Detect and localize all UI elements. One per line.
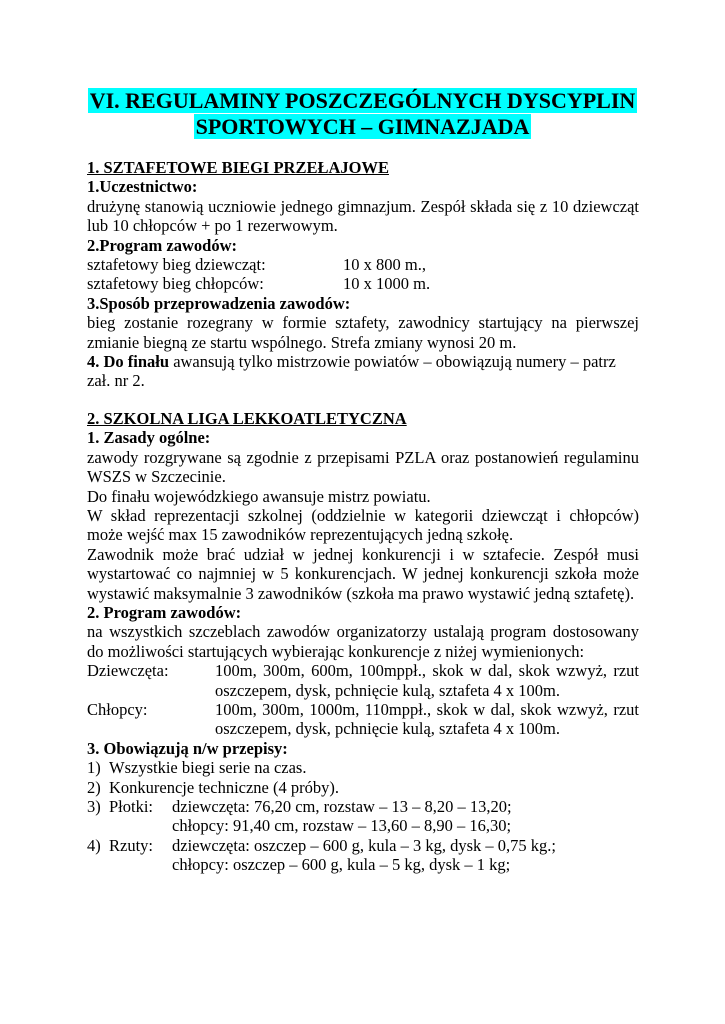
s1-participants-heading: 1.Uczestnictwo: <box>87 177 198 197</box>
reg-label: Płotki: <box>109 797 154 816</box>
s2-regs-heading: 3. Obowiązują n/w przepisy: <box>87 738 288 758</box>
program-row-label: Dziewczęta: <box>87 661 169 681</box>
document-body <box>87 158 639 875</box>
s2-program-row-boys <box>87 700 639 739</box>
reg-item <box>87 797 639 816</box>
reg-number: 1) <box>87 758 101 778</box>
s1-method-text: bieg zostanie rozegrany w formie sztafety, zawodnicy startujący na pierwszej zmianie biegną ze startu wspólnego. Strefa zmiany wynosi 20 m. <box>87 313 639 352</box>
s1-method-heading: 3.Sposób przeprowadzenia zawodów: <box>87 293 351 313</box>
reg-number: 4) <box>87 835 101 855</box>
s1-final-paragraph <box>87 352 639 391</box>
section-2-heading: 2. SZKOLNA LIGA LEKKOATLETYCZNA <box>87 408 407 428</box>
reg-item <box>87 836 639 855</box>
program-row-value: 10 x 1000 m. <box>343 274 431 294</box>
s2-rules-paragraph: Do finału wojewódzkiego awansuje mistrz powiatu. <box>87 486 431 506</box>
reg-label: Rzuty: <box>109 835 153 855</box>
reg-text: Konkurencje techniczne (4 próby). <box>109 777 339 797</box>
reg-continuation: chłopcy: 91,40 cm, rozstaw – 13,60 – 8,90 – 16,30; <box>172 816 512 836</box>
reg-item <box>87 778 639 797</box>
program-row-label: sztafetowy bieg dziewcząt: <box>87 255 266 275</box>
s2-program-heading: 2. Program zawodów: <box>87 602 242 622</box>
reg-text: dziewczęta: 76,20 cm, rozstaw – 13 – 8,20 – 13,20; <box>172 797 512 816</box>
s1-final-bold: 4. Do finału <box>87 352 170 372</box>
program-row-value: 100m, 300m, 600m, 100mppł., skok w dal, skok wzwyż, rzut oszczepem, dysk, pchnięcie kulą, sztafeta 4 x 100m. <box>215 661 639 700</box>
section-1-heading: 1. SZTAFETOWE BIEGI PRZEŁAJOWE <box>87 158 389 177</box>
program-row-value: 100m, 300m, 1000m, 110mppł., skok w dal, skok wzwyż, rzut oszczepem, dysk, pchnięcie kulą, sztafeta 4 x 100m. <box>215 699 639 739</box>
s1-program-row <box>87 255 639 274</box>
s2-rules-heading: 1. Zasady ogólne: <box>87 428 211 448</box>
s2-program-text: na wszystkich szczeblach zawodów organizatorzy ustalają program dostosowany do możliwości startujących wybierając konkurencje z niżej wymienionych: <box>87 622 639 661</box>
reg-text: Wszystkie biegi serie na czas. <box>109 758 307 778</box>
s1-program-row <box>87 274 639 293</box>
s1-participants-text: drużynę stanowią uczniowie jednego gimnazjum. Zespół składa się z 10 dziewcząt lub 10 chłopców + po 1 rezerwowym. <box>87 196 639 236</box>
title-line-1: VI. REGULAMINY POSZCZEGÓLNYCH DYSCYPLIN <box>89 88 636 113</box>
s2-rules-paragraph: W skład reprezentacji szkolnej (oddzielnie w kategorii dziewcząt i chłopców) może wejść max 15 zawodników reprezentujących jedną szkołę. <box>87 505 639 545</box>
page-title <box>0 88 725 140</box>
s2-program-row-girls <box>87 661 639 700</box>
program-row-label: Chłopcy: <box>87 699 148 719</box>
s1-final-text: awansują tylko mistrzowie powiatów – obowiązują numery – patrz zał. nr 2. <box>87 352 616 391</box>
s2-rules-paragraph: Zawodnik może brać udział w jednej konkurencji i w sztafecie. Zespół musi wystartować co najmniej w 5 konkurencjach. W jednej konkurencji szkoła może wystawić maksymalnie 3 zawodników (szkoła ma prawo wystawić jedną sztafetę). <box>87 544 639 603</box>
program-row-value: 10 x 800 m., <box>343 255 426 275</box>
reg-continuation: chłopcy: oszczep – 600 g, kula – 5 kg, dysk – 1 kg; <box>172 855 511 875</box>
reg-item <box>87 758 639 777</box>
reg-number: 2) <box>87 777 101 797</box>
s1-program-heading: 2.Program zawodów: <box>87 235 237 255</box>
title-line-2: SPORTOWYCH – GIMNAZJADA <box>195 114 530 139</box>
s2-rules-paragraph: zawody rozgrywane są zgodnie z przepisami PZLA oraz postanowień regulaminu WSZS w Szczecinie. <box>87 447 639 487</box>
reg-text: dziewczęta: oszczep – 600 g, kula – 3 kg, dysk – 0,75 kg.; <box>172 835 556 855</box>
program-row-label: sztafetowy bieg chłopców: <box>87 274 264 294</box>
reg-number: 3) <box>87 797 101 816</box>
